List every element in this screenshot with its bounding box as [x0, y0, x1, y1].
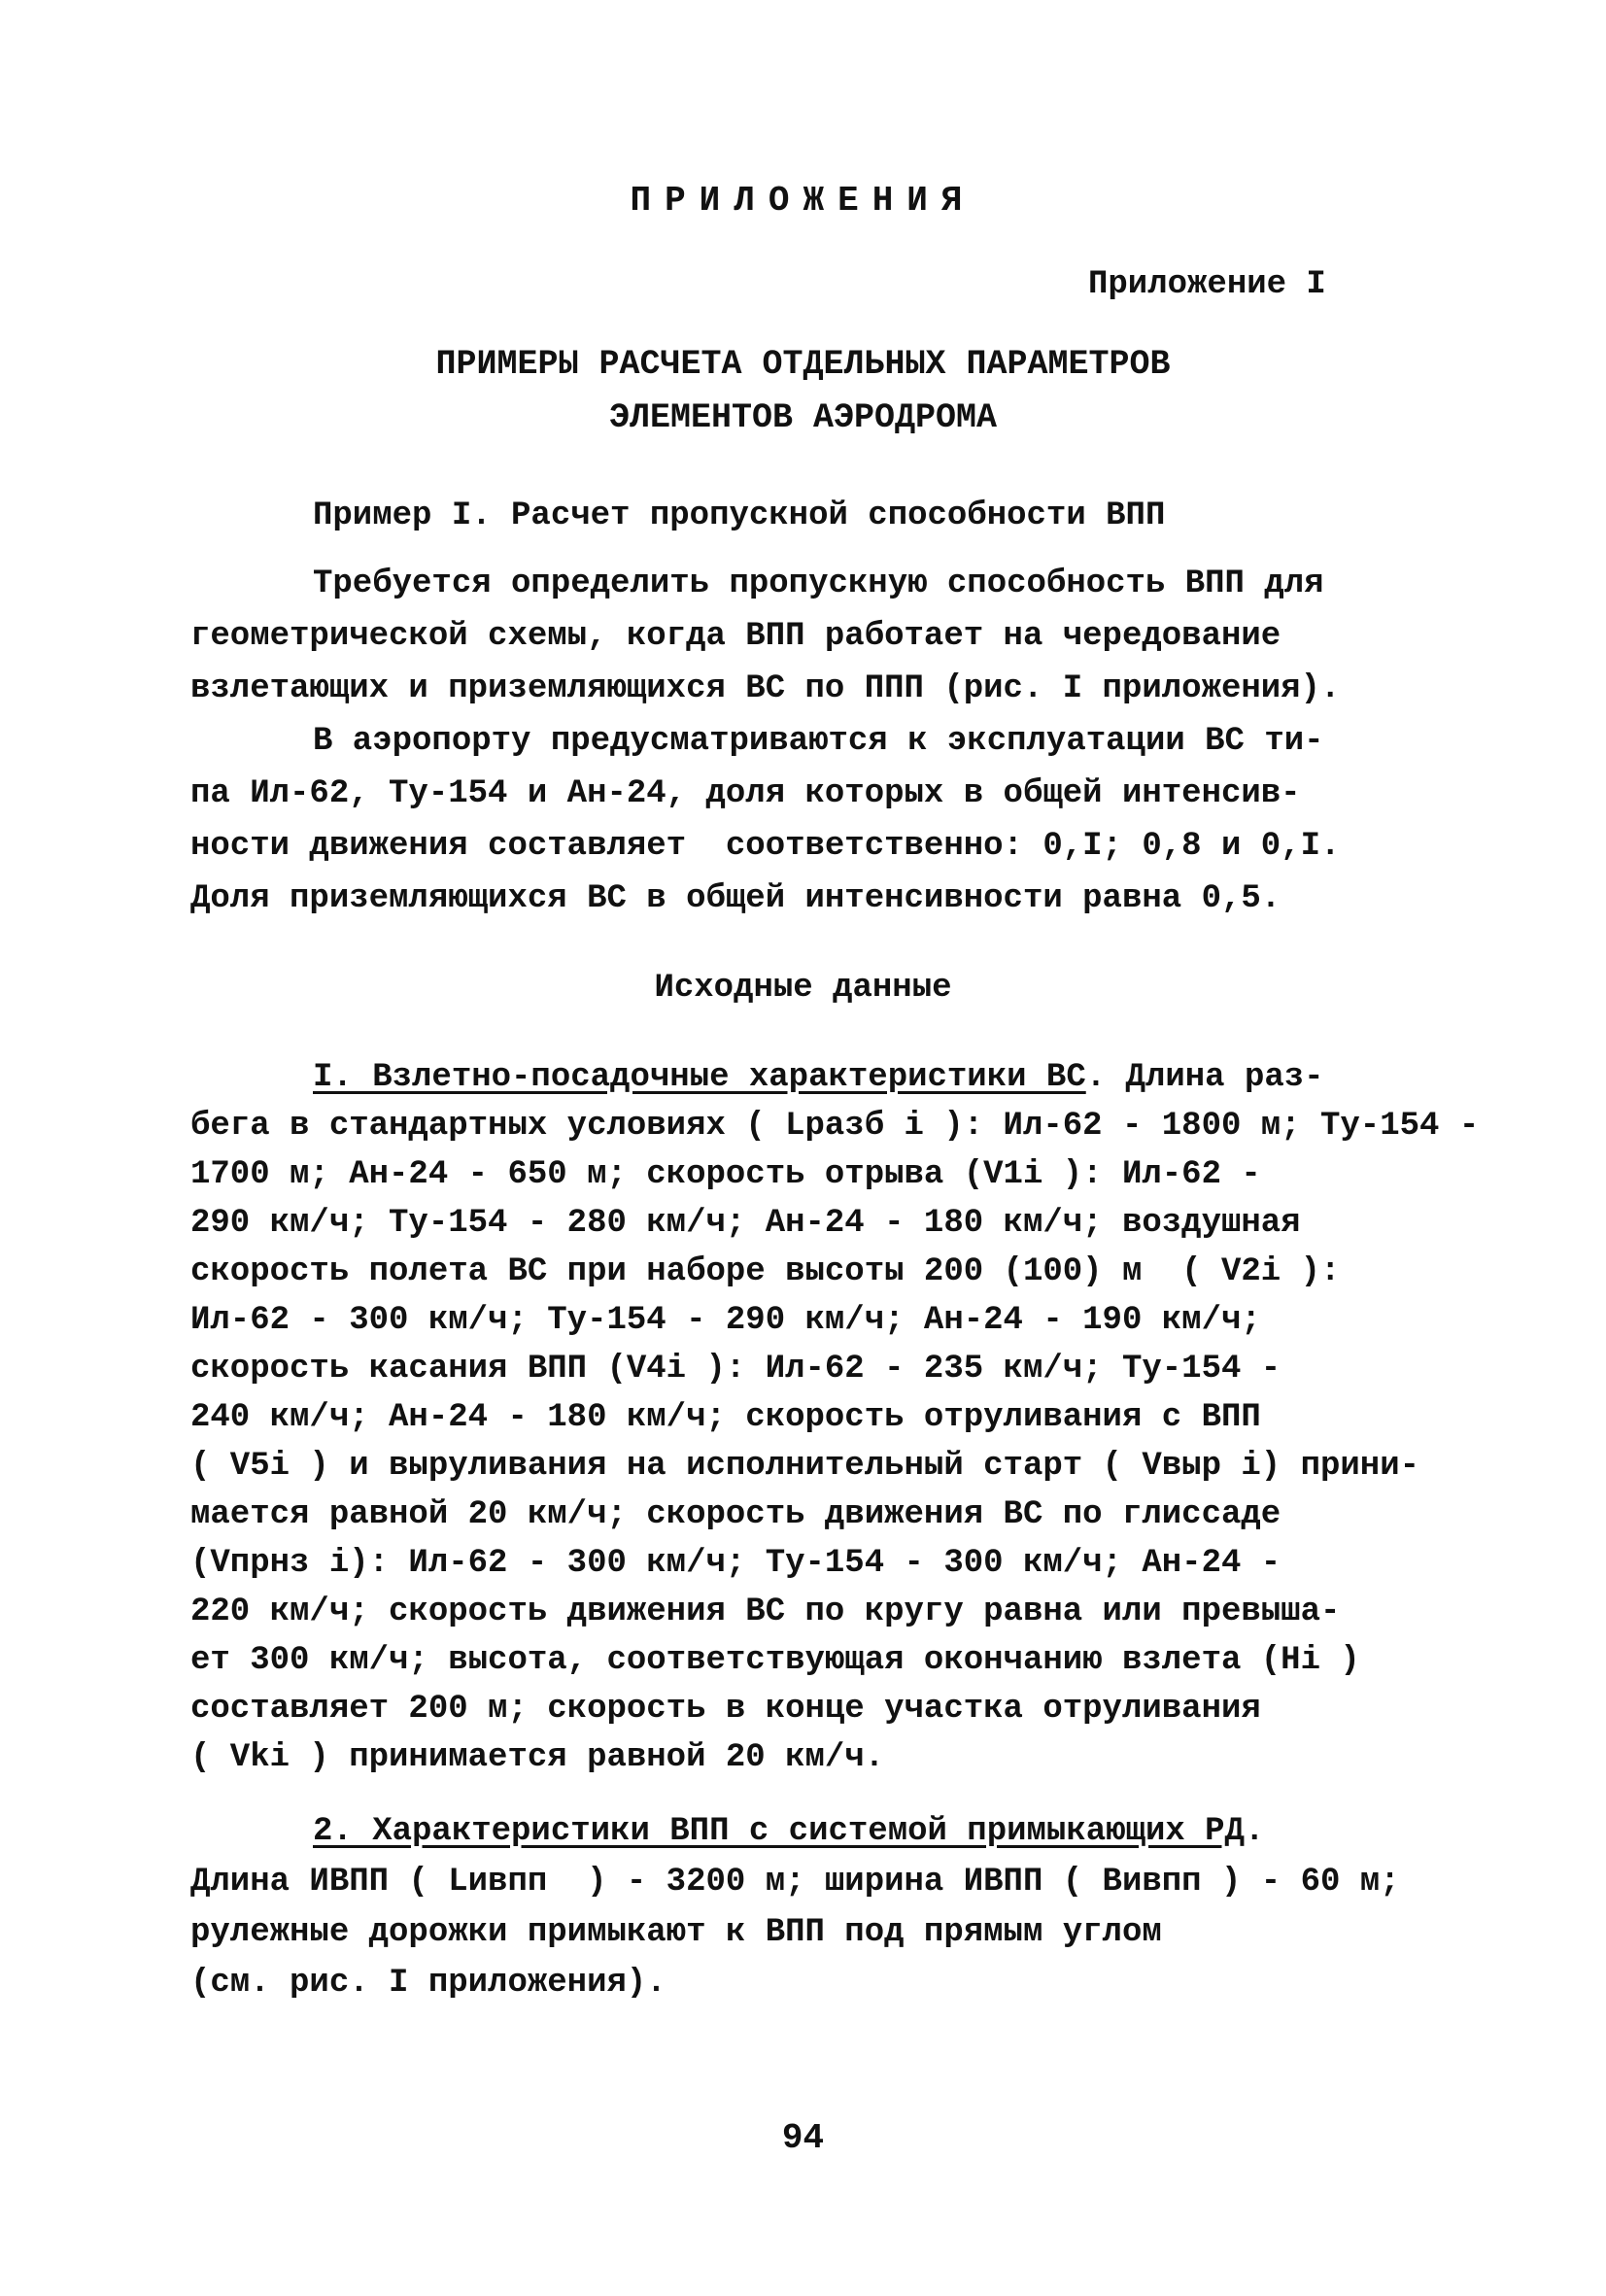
item1-first-line: [313, 1053, 1324, 1102]
paragraph1-line: Требуется определить пропускную способность ВПП для: [313, 565, 1324, 602]
item2-line: Длина ИВПП ( Lивпп ) - 3200 м; ширина ИВПП ( Bивпп ) - 60 м;: [190, 1864, 1400, 1901]
item1-line: ( Vki ) принимается равной 20 км/ч.: [190, 1739, 885, 1776]
page-number: 94: [781, 2118, 825, 2158]
paragraph2-line: В аэропорту предусматриваются к эксплуатации ВС ти-: [313, 723, 1324, 760]
section-title: ПРИЛОЖЕНИЯ: [630, 181, 976, 221]
item2-line: рулежные дорожки примыкают к ВПП под прямым углом: [190, 1914, 1162, 1951]
appendix-label: Приложение I: [1088, 266, 1326, 303]
item1-line: (Vпрнз i): Ил-62 - 300 км/ч; Ту-154 - 300 км/ч; Ан-24 -: [190, 1545, 1281, 1582]
item1-line: скорость касания ВПП (V4i ): Ил-62 - 235 км/ч; Ту-154 -: [190, 1351, 1281, 1388]
item1-line: 1700 м; Ан-24 - 650 м; скорость отрыва (V1i ): Ил-62 -: [190, 1156, 1261, 1193]
item2-line-0: .: [1244, 1813, 1265, 1850]
example-heading: Пример I. Расчет пропускной способности ВПП: [313, 497, 1166, 534]
item2-first-line: [313, 1807, 1264, 1856]
item1-line: 290 км/ч; Ту-154 - 280 км/ч; Ан-24 - 180 км/ч; воздушная: [190, 1205, 1301, 1242]
item2-title: 2. Характеристики ВПП с системой примыкающих РД: [313, 1813, 1245, 1850]
paragraph2-line: ности движения составляет соответственно: 0,I; 0,8 и 0,I.: [190, 828, 1341, 865]
item1-line: 240 км/ч; Ан-24 - 180 км/ч; скорость отруливания с ВПП: [190, 1399, 1261, 1436]
item1-line: Ил-62 - 300 км/ч; Ту-154 - 290 км/ч; Ан-24 - 190 км/ч;: [190, 1302, 1261, 1339]
paragraph1-line: взлетающих и приземляющихся ВС по ППП (рис. I приложения).: [190, 670, 1341, 707]
item2-line: (см. рис. I приложения).: [190, 1965, 666, 2002]
paragraph2-line: па Ил-62, Ту-154 и Ан-24, доля которых в общей интенсив-: [190, 775, 1301, 812]
item1-line: ( V5i ) и выруливания на исполнительный старт ( Vвыр i) прини-: [190, 1448, 1420, 1485]
paragraph2-line: Доля приземляющихся ВС в общей интенсивности равна 0,5.: [190, 880, 1281, 917]
item1-line: 220 км/ч; скорость движения ВС по кругу равна или превыша-: [190, 1593, 1341, 1630]
item1-line-0: . Длина раз-: [1085, 1059, 1324, 1096]
item1-line: мается равной 20 км/ч; скорость движения ВС по глиссаде: [190, 1496, 1281, 1533]
title-line-1: ПРИМЕРЫ РАСЧЕТА ОТДЕЛЬНЫХ ПАРАМЕТРОВ: [435, 345, 1171, 384]
item1-line: бега в стандартных условиях ( Lразб i ): Ил-62 - 1800 м; Ту-154 -: [190, 1108, 1480, 1145]
title-line-2: ЭЛЕМЕНТОВ АЭРОДРОМА: [608, 398, 998, 437]
item1-line: ет 300 км/ч; высота, соответствующая окончанию взлета (Hi ): [190, 1642, 1360, 1679]
item1-title: I. Взлетно-посадочные характеристики ВС: [313, 1059, 1086, 1096]
paragraph1-line: геометрической схемы, когда ВПП работает на чередование: [190, 618, 1281, 655]
item1-line: составляет 200 м; скорость в конце участка отруливания: [190, 1691, 1261, 1728]
item1-line: скорость полета ВС при наборе высоты 200 (100) м ( V2i ):: [190, 1253, 1341, 1290]
initial-data-heading: Исходные данные: [654, 970, 952, 1007]
